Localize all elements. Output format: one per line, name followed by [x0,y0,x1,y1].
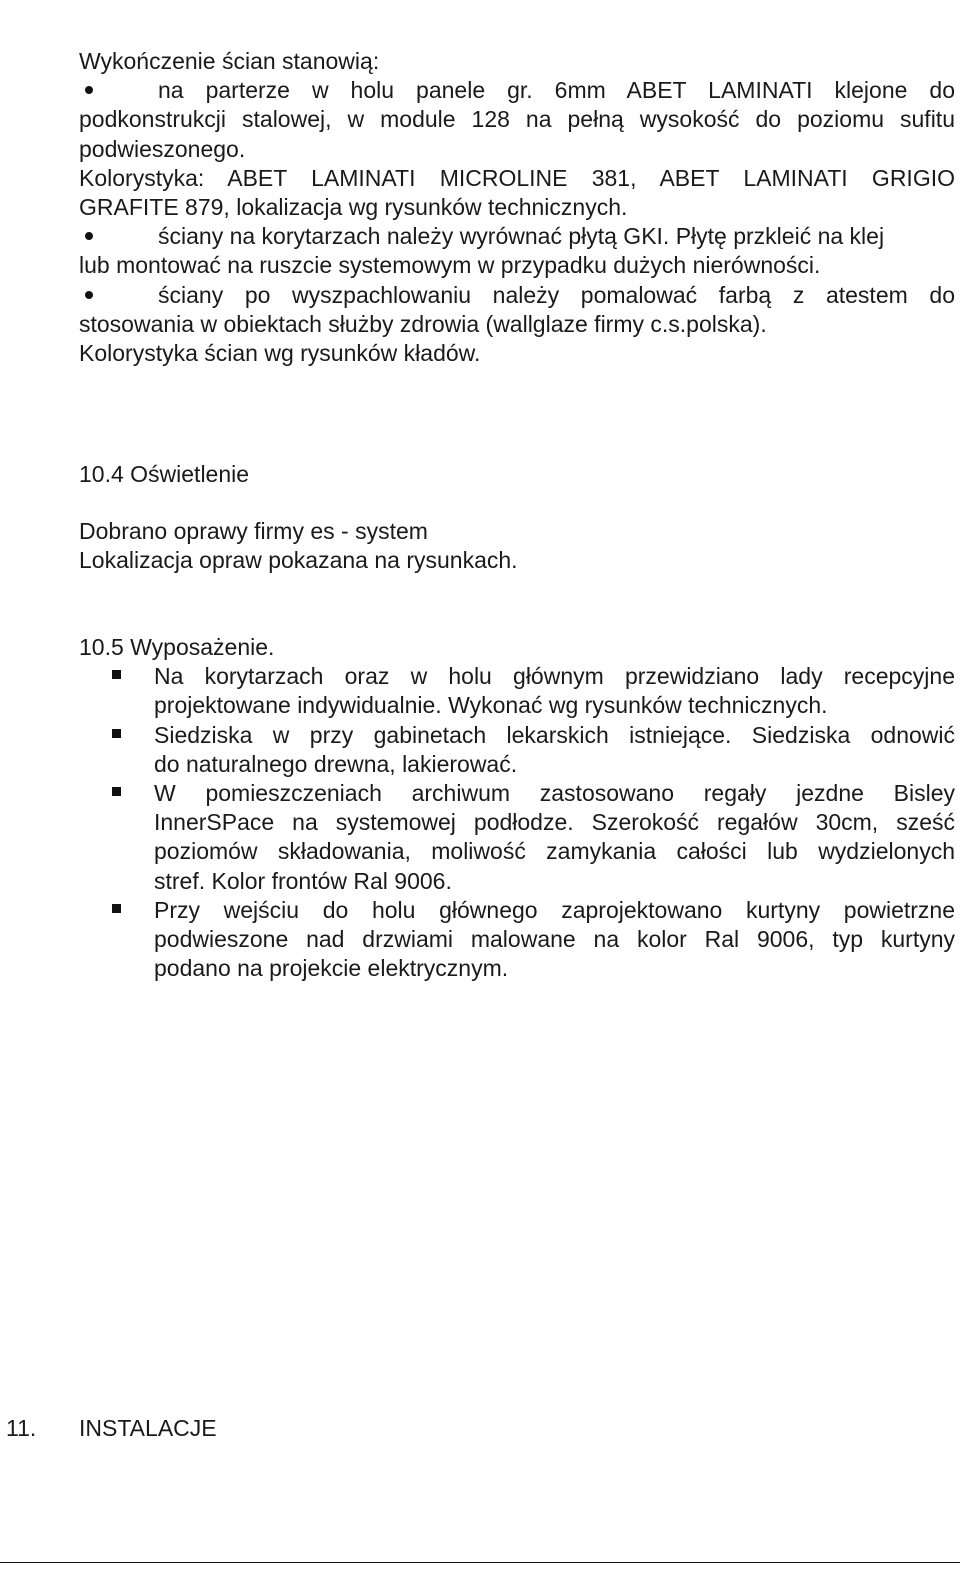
bullet-dot-icon [85,86,93,94]
equipment-item-air-curtains-line2: podwieszone nad drzwiami malowane na kolor Ral 9006, typ kurtyny [154,925,955,952]
equipment-item-seating-line2: do naturalnego drewna, lakierować. [154,750,518,777]
lighting-body [79,517,955,575]
square-bullet-icon [112,904,121,913]
bullet-item-panels-line5: GRAFITE 879, lokalizacja wg rysunków technicznych. [79,193,628,220]
square-bullet-icon [112,729,121,738]
equipment-item-air-curtains-line3: podano na projekcie elektrycznym. [154,955,509,982]
section-11-number: 11. [6,1415,37,1441]
equipment-item-archive-line3: poziomów składowania, moliwość zamykania całości lub wydzielonych [154,838,955,865]
equipment-item-seating: Siedziska w przy gabinetach lekarskich istniejące. Siedziska odnowić [79,721,955,750]
wall-finish-intro: Wykończenie ścian stanowią: [79,48,380,74]
equipment-item-reception-line2: projektowane indywidualnie. Wykonać wg rysunków technicznych. [154,692,828,719]
bullet-item-panels: na parterze w holu panele gr. 6mm ABET LAMINATI klejone do [79,76,955,105]
bullet-item-painted-walls-line3: Kolorystyka ścian wg rysunków kładów. [79,339,481,366]
bullet-dot-icon [85,291,93,299]
lighting-line1: Dobrano oprawy firmy es - system [79,518,428,544]
square-bullet-icon [112,670,121,679]
square-bullet-icon [112,787,121,796]
wall-finish-section [79,47,955,368]
section-11-heading [6,1413,217,1443]
bullet-dot-icon [85,232,93,240]
equipment-item-reception: Na korytarzach oraz w holu głównym przewidziano lady recepcyjne [79,662,955,691]
equipment-item-archive: W pomieszczeniach archiwum zastosowano regały jezdne Bisley [79,779,955,808]
section-11-title: INSTALACJE [79,1415,217,1441]
lighting-section [79,460,955,489]
equipment-section [79,633,955,983]
equipment-item-air-curtains: Przy wejściu do holu głównego zaprojektowano kurtyny powietrzne [79,896,955,925]
page-bottom-divider [0,1562,960,1563]
lighting-line2: Lokalizacja opraw pokazana na rysunkach. [79,547,518,574]
bullet-item-panels-line4: Kolorystyka: ABET LAMINATI MICROLINE 381, ABET LAMINATI GRIGIO [79,164,955,191]
equipment-heading: 10.5 Wyposażenie. [79,634,275,660]
bullet-item-panels-line2: podkonstrukcji stalowej, w module 128 na pełną wysokość do poziomu sufitu [79,106,955,133]
bullet-item-corridor-walls-line2: lub montować na ruszcie systemowym w przypadku dużych nierówności. [79,252,821,279]
bullet-item-panels-line3: podwieszonego. [79,135,246,162]
lighting-heading: 10.4 Oświetlenie [79,461,250,487]
equipment-item-archive-line4: stref. Kolor frontów Ral 9006. [154,867,452,894]
bullet-item-painted-walls-line2: stosowania w obiektach służby zdrowia (wallglaze firmy c.s.polska). [79,310,767,337]
bullet-item-corridor-walls: ściany na korytarzach należy wyrównać płytą GKI. Płytę przkleić na klej [79,222,955,251]
bullet-item-painted-walls: ściany po wyszpachlowaniu należy pomalować farbą z atestem do [79,281,955,310]
equipment-item-archive-line2: InnerSPace na systemowej podłodze. Szerokość regałów 30cm, sześć [154,809,955,836]
